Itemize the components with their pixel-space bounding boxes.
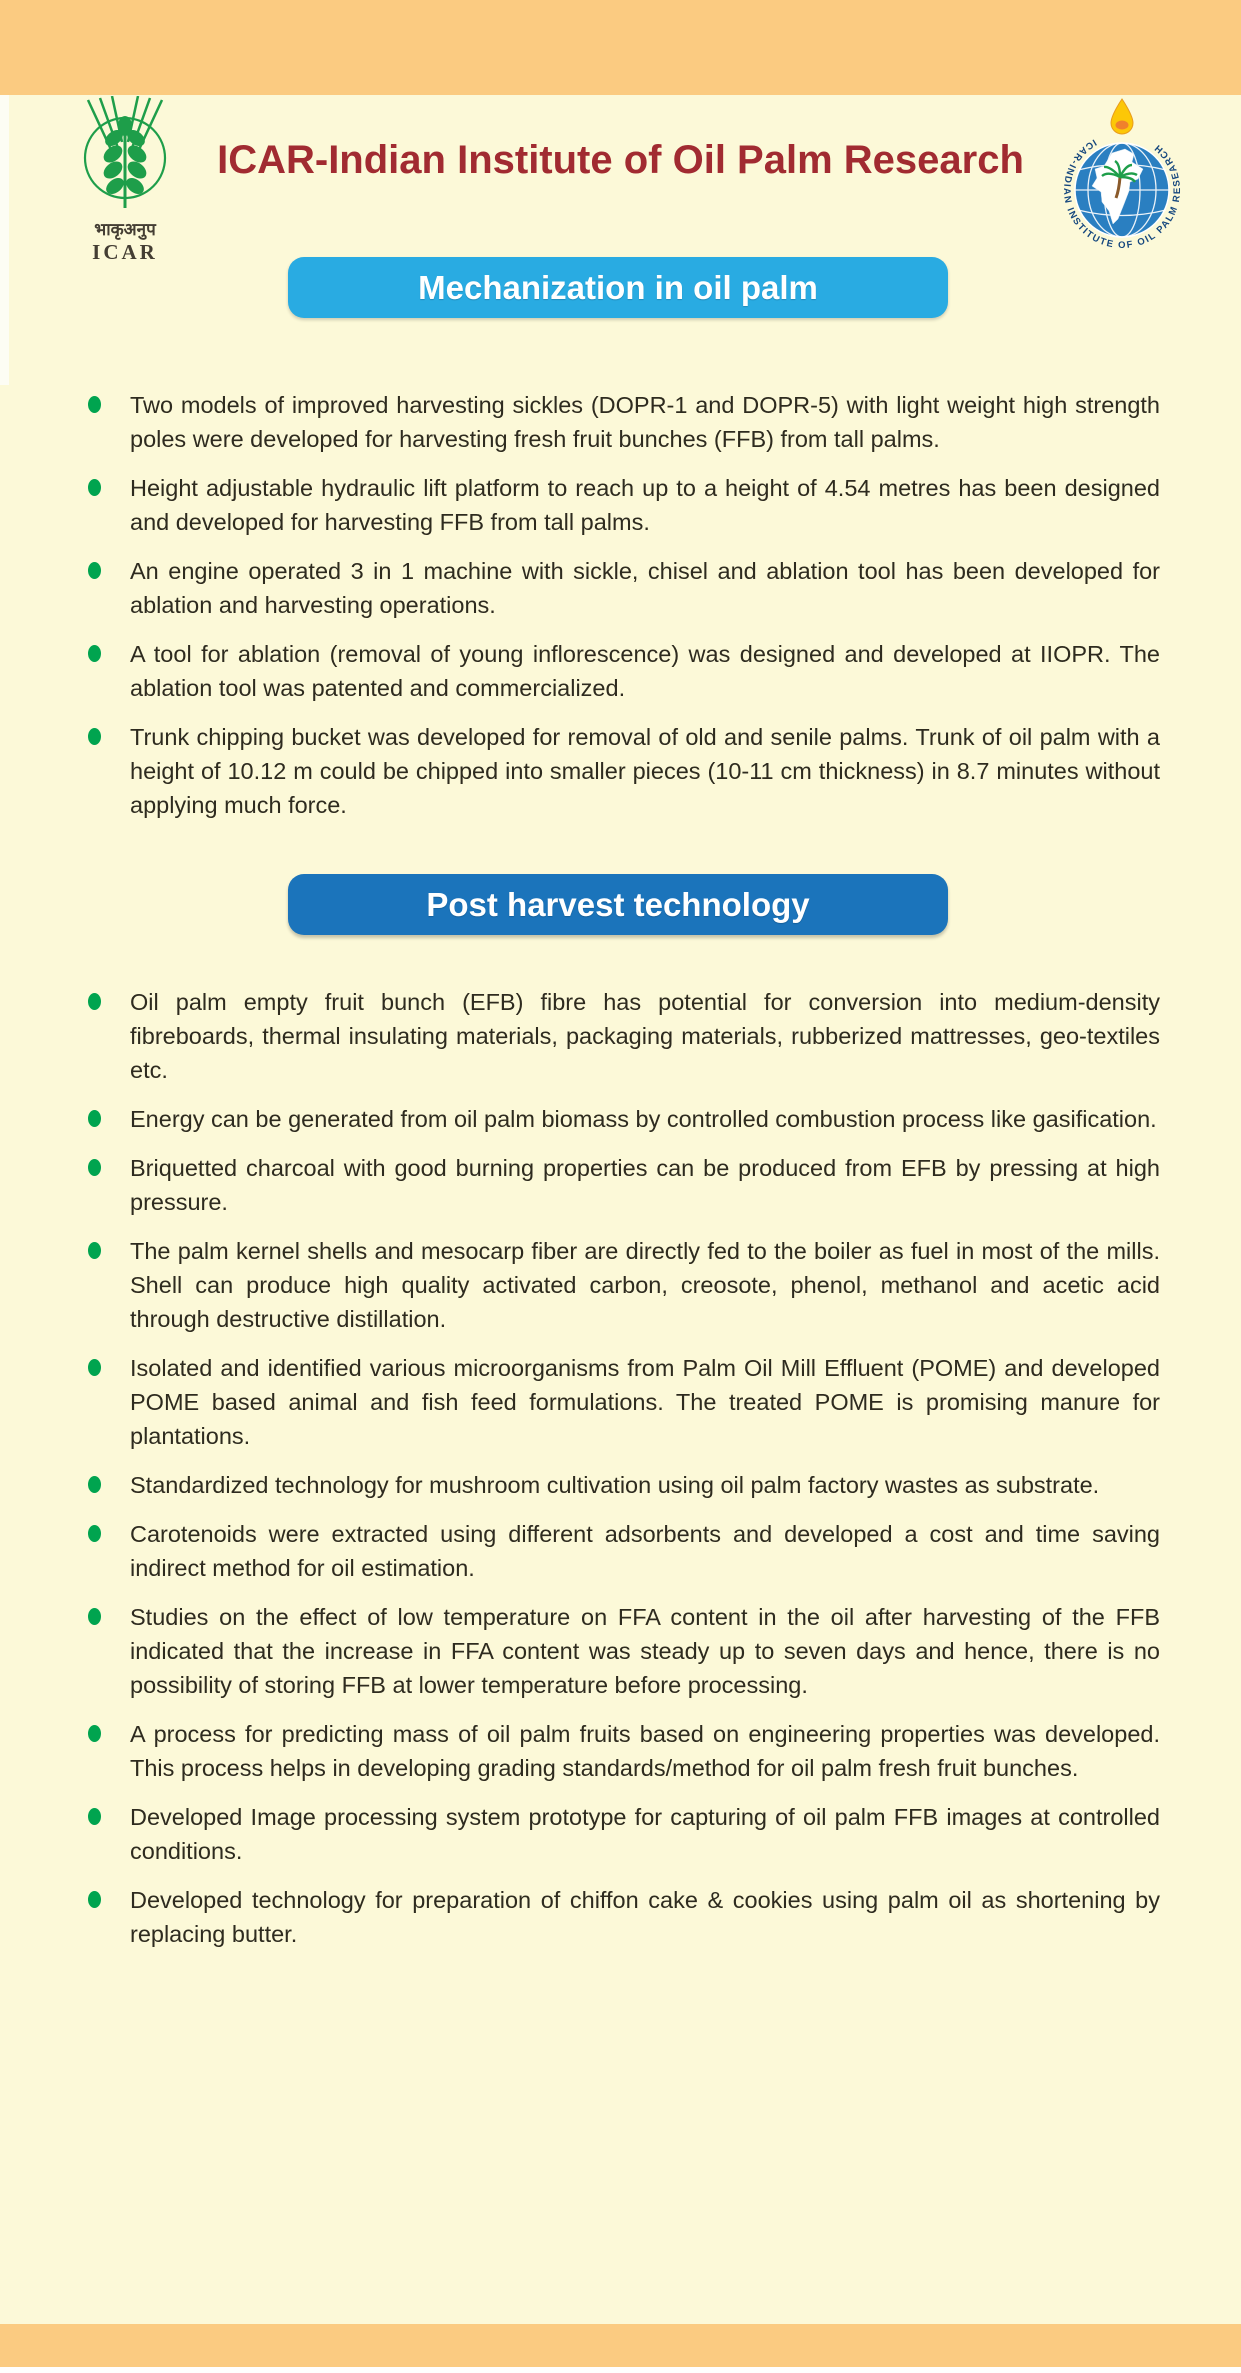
bullet-text: An engine operated 3 in 1 machine with sickle, chisel and ablation tool has been developed for ablation and harvesting operations. <box>130 558 1160 618</box>
bullet-dot-icon <box>88 1608 101 1625</box>
bottom-band <box>0 2324 1241 2367</box>
bullet-list-post-harvest <box>88 985 1168 1966</box>
bullet-item <box>88 1468 1168 1502</box>
bullet-text: Developed Image processing system prototype for capturing of oil palm FFB images at controlled conditions. <box>130 1804 1160 1864</box>
bullet-dot-icon <box>88 1476 101 1493</box>
bullet-dot-icon <box>88 1159 101 1176</box>
section-title-mechanization: Mechanization in oil palm <box>288 257 948 318</box>
bullet-item <box>88 1351 1168 1453</box>
bullet-text: Energy can be generated from oil palm biomass by controlled combustion process like gasification. <box>130 1106 1157 1132</box>
bullet-list-mechanization <box>88 388 1168 837</box>
top-band <box>0 0 1241 95</box>
bullet-dot-icon <box>88 1891 101 1908</box>
bullet-item <box>88 720 1168 822</box>
bullet-text: Isolated and identified various microorganisms from Palm Oil Mill Effluent (POME) and developed POME based animal and fish feed formulations. The treated POME is promising manure for plantations. <box>130 1355 1160 1449</box>
bullet-text: The palm kernel shells and mesocarp fiber are directly fed to the boiler as fuel in most of the mills. Shell can produce high quality activated carbon, creosote, phenol, methanol and acetic acid through destructive distillation. <box>130 1238 1160 1332</box>
bullet-item <box>88 471 1168 539</box>
bullet-item <box>88 985 1168 1087</box>
bullet-item <box>88 1883 1168 1951</box>
bullet-item <box>88 1717 1168 1785</box>
bullet-item <box>88 1151 1168 1219</box>
bullet-text: Two models of improved harvesting sickles (DOPR-1 and DOPR-5) with light weight high strength poles were developed for harvesting fresh fruit bunches (FFB) from tall palms. <box>130 392 1160 452</box>
bullet-item <box>88 1800 1168 1868</box>
bullet-text: A tool for ablation (removal of young inflorescence) was designed and developed at IIOPR. The ablation tool was patented and commercialized. <box>130 641 1160 701</box>
bullet-item <box>88 554 1168 622</box>
bullet-text: Carotenoids were extracted using different adsorbents and developed a cost and time saving indirect method for oil estimation. <box>130 1521 1160 1581</box>
bullet-text: Oil palm empty fruit bunch (EFB) fibre has potential for conversion into medium-density fibreboards, thermal insulating materials, packaging materials, rubberized mattresses, geo-textiles etc. <box>130 989 1160 1083</box>
bullet-item <box>88 1102 1168 1136</box>
bullet-dot-icon <box>88 479 101 496</box>
bullet-dot-icon <box>88 1359 101 1376</box>
bullet-text: Standardized technology for mushroom cultivation using oil palm factory wastes as substrate. <box>130 1472 1100 1498</box>
bullet-text: Height adjustable hydraulic lift platform to reach up to a height of 4.54 metres has been designed and developed for harvesting FFB from tall palms. <box>130 475 1160 535</box>
bullet-dot-icon <box>88 645 101 662</box>
bullet-dot-icon <box>88 993 101 1010</box>
bullet-item <box>88 388 1168 456</box>
bullet-item <box>88 1234 1168 1336</box>
icar-logo-hindi-text: भाकृअनुप <box>94 220 156 239</box>
bullet-dot-icon <box>88 1525 101 1542</box>
bullet-dot-icon <box>88 1242 101 1259</box>
iiopr-circular-text: ICAR-INDIAN INSTITUTE OF OIL PALM RESEARCH <box>1060 136 1184 252</box>
section-title-post-harvest: Post harvest technology <box>288 874 948 935</box>
bullet-text: A process for predicting mass of oil palm fruits based on engineering properties was developed. This process helps in developing grading standards/method for oil palm fresh fruit bunches. <box>130 1721 1160 1781</box>
bullet-text: Developed technology for preparation of chiffon cake & cookies using palm oil as shortening by replacing butter. <box>130 1887 1160 1947</box>
bottom-edge-strip <box>0 2367 1241 2373</box>
page-title: ICAR-Indian Institute of Oil Palm Research <box>217 138 1024 182</box>
iiopr-globe-icon <box>1050 95 1195 255</box>
iiopr-logo <box>1050 95 1195 255</box>
bullet-dot-icon <box>88 1808 101 1825</box>
bullet-item <box>88 1600 1168 1702</box>
bullet-dot-icon <box>88 1725 101 1742</box>
bullet-dot-icon <box>88 562 101 579</box>
bullet-dot-icon <box>88 396 101 413</box>
bullet-dot-icon <box>88 1110 101 1127</box>
bullet-text: Studies on the effect of low temperature on FFA content in the oil after harvesting of the FFB indicated that the increase in FFA content was steady up to seven days and hence, there is no possibility of storing FFB at lower temperature before processing. <box>130 1604 1160 1698</box>
icar-logo-acronym: ICAR <box>92 240 158 264</box>
bullet-item <box>88 1517 1168 1585</box>
bullet-text: Briquetted charcoal with good burning properties can be produced from EFB by pressing at high pressure. <box>130 1155 1160 1215</box>
bullet-dot-icon <box>88 728 101 745</box>
bullet-item <box>88 637 1168 705</box>
bullet-text: Trunk chipping bucket was developed for removal of old and senile palms. Trunk of oil palm with a height of 10.12 m could be chipped into smaller pieces (10-11 cm thickness) in 8.7 minutes without applying much force. <box>130 724 1160 818</box>
